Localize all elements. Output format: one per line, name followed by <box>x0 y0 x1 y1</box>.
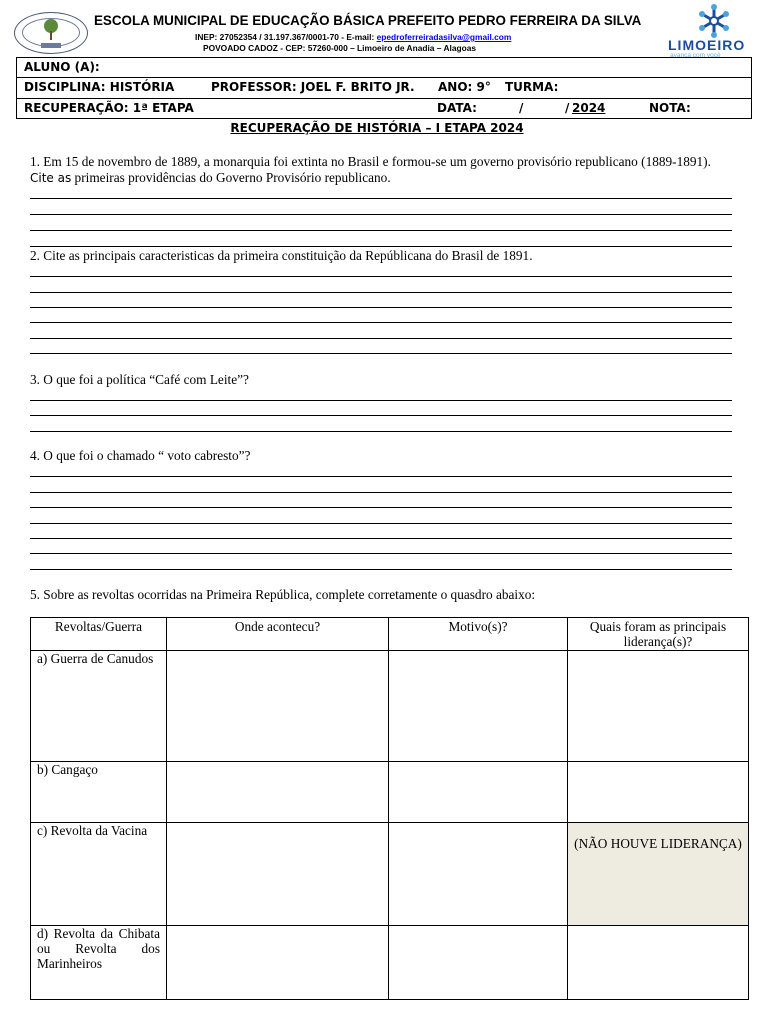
nota-label: NOTA: <box>649 101 691 115</box>
professor-label: PROFESSOR: JOEL F. BRITO JR. <box>211 80 415 94</box>
table-row <box>31 823 749 926</box>
table-row <box>31 926 749 1000</box>
column-header: Motivo(s)? <box>389 618 568 651</box>
answer-line[interactable] <box>30 292 732 293</box>
page-title: RECUPERAÇÃO DE HISTÓRIA – I ETAPA 2024 <box>230 121 524 135</box>
answer-cell[interactable] <box>167 823 389 926</box>
no-leadership-cell <box>568 823 749 926</box>
aluno-label: ALUNO (A): <box>24 60 100 74</box>
answer-cell[interactable] <box>167 926 389 1000</box>
logo-subtitle: avança com você <box>670 52 721 59</box>
question-2: 2. Cite as principais caracteristicas da primeira constituição da Repúblicana do Brasil de 1891. <box>30 248 533 263</box>
answer-line[interactable] <box>30 214 732 215</box>
answer-line[interactable] <box>30 569 732 570</box>
answer-line[interactable] <box>30 507 732 508</box>
answer-line[interactable] <box>30 307 732 308</box>
column-header: Quais foram as principais liderança(s)? <box>568 618 749 651</box>
tree-icon <box>42 19 60 41</box>
answer-line[interactable] <box>30 246 732 247</box>
turma-label: TURMA: <box>505 80 559 94</box>
answer-cell[interactable] <box>568 651 749 762</box>
answer-cell[interactable] <box>568 762 749 823</box>
question-3: 3. O que foi a política “Café com Leite”? <box>30 372 249 387</box>
answer-line[interactable] <box>30 338 732 339</box>
revoltas-table <box>30 617 749 1000</box>
limoeiro-logo <box>666 4 762 58</box>
no-leadership-text: (NÃO HOUVE LIDERANÇA) <box>574 836 742 851</box>
question-5: 5. Sobre as revoltas ocorridas na Primeira República, complete corretamente o quasdro abaixo: <box>30 587 536 602</box>
recuperacao-label: RECUPERAÇÃO: 1ª ETAPA <box>24 101 194 115</box>
answer-cell[interactable] <box>389 651 568 762</box>
answer-cell[interactable] <box>389 926 568 1000</box>
date-slash: / <box>519 101 524 115</box>
answer-cell[interactable] <box>389 823 568 926</box>
row-label: d) Revolta da Chibata ou Revolta dos Marinheiros <box>31 926 167 1000</box>
disciplina-label: DISCIPLINA: HISTÓRIA <box>24 80 175 94</box>
answer-line[interactable] <box>30 353 732 354</box>
answer-cell[interactable] <box>167 762 389 823</box>
question-1: 1. Em 15 de novembro de 1889, a monarquia foi extinta no Brasil e formou-se um governo provisório republicano (1889-1891). Cite as primeiras providências do Governo Provisório republicano. <box>30 154 711 185</box>
data-label: DATA: <box>437 101 477 115</box>
answer-line[interactable] <box>30 431 732 432</box>
row-label: b) Cangaço <box>31 762 167 823</box>
school-name: ESCOLA MUNICIPAL DE EDUCAÇÃO BÁSICA PREFEITO PEDRO FERREIRA DA SILVA <box>94 13 642 28</box>
email-link[interactable]: epedroferreiradasilva@gmail.com <box>376 32 512 42</box>
answer-line[interactable] <box>30 276 732 277</box>
student-info-box <box>16 57 752 119</box>
answer-line[interactable] <box>30 476 732 477</box>
table-row <box>31 762 749 823</box>
ano-label: ANO: 9° <box>438 80 491 94</box>
answer-line[interactable] <box>30 322 732 323</box>
answer-cell[interactable] <box>167 651 389 762</box>
column-header: Onde acontecu? <box>167 618 389 651</box>
inep-cnpj: INEP: 27052354 / 31.197.367/0001-70 - E-mail: <box>195 32 377 42</box>
answer-line[interactable] <box>30 415 732 416</box>
logo-text: LIMOEIRO <box>668 37 746 53</box>
answer-line[interactable] <box>30 553 732 554</box>
answer-cell[interactable] <box>389 762 568 823</box>
answer-cell[interactable] <box>568 926 749 1000</box>
question-4: 4. O que foi o chamado “ voto cabresto”? <box>30 448 251 463</box>
date-slash: / <box>565 101 570 115</box>
answer-line[interactable] <box>30 538 732 539</box>
column-header: Revoltas/Guerra <box>31 618 167 651</box>
year-value: 2024 <box>572 101 606 115</box>
row-label: c) Revolta da Vacina <box>31 823 167 926</box>
table-row <box>31 651 749 762</box>
school-seal-logo <box>14 12 88 54</box>
answer-line[interactable] <box>30 400 732 401</box>
school-address: POVOADO CADOZ - CEP: 57260-000 – Limoeiro de Anadia – Alagoas <box>203 43 477 53</box>
table-header-row <box>31 618 749 651</box>
answer-line[interactable] <box>30 230 732 231</box>
school-info-line <box>195 32 511 42</box>
answer-line[interactable] <box>30 492 732 493</box>
snowflake-emblem-icon <box>666 4 762 38</box>
answer-line[interactable] <box>30 198 732 199</box>
answer-line[interactable] <box>30 523 732 524</box>
row-label: a) Guerra de Canudos <box>31 651 167 762</box>
